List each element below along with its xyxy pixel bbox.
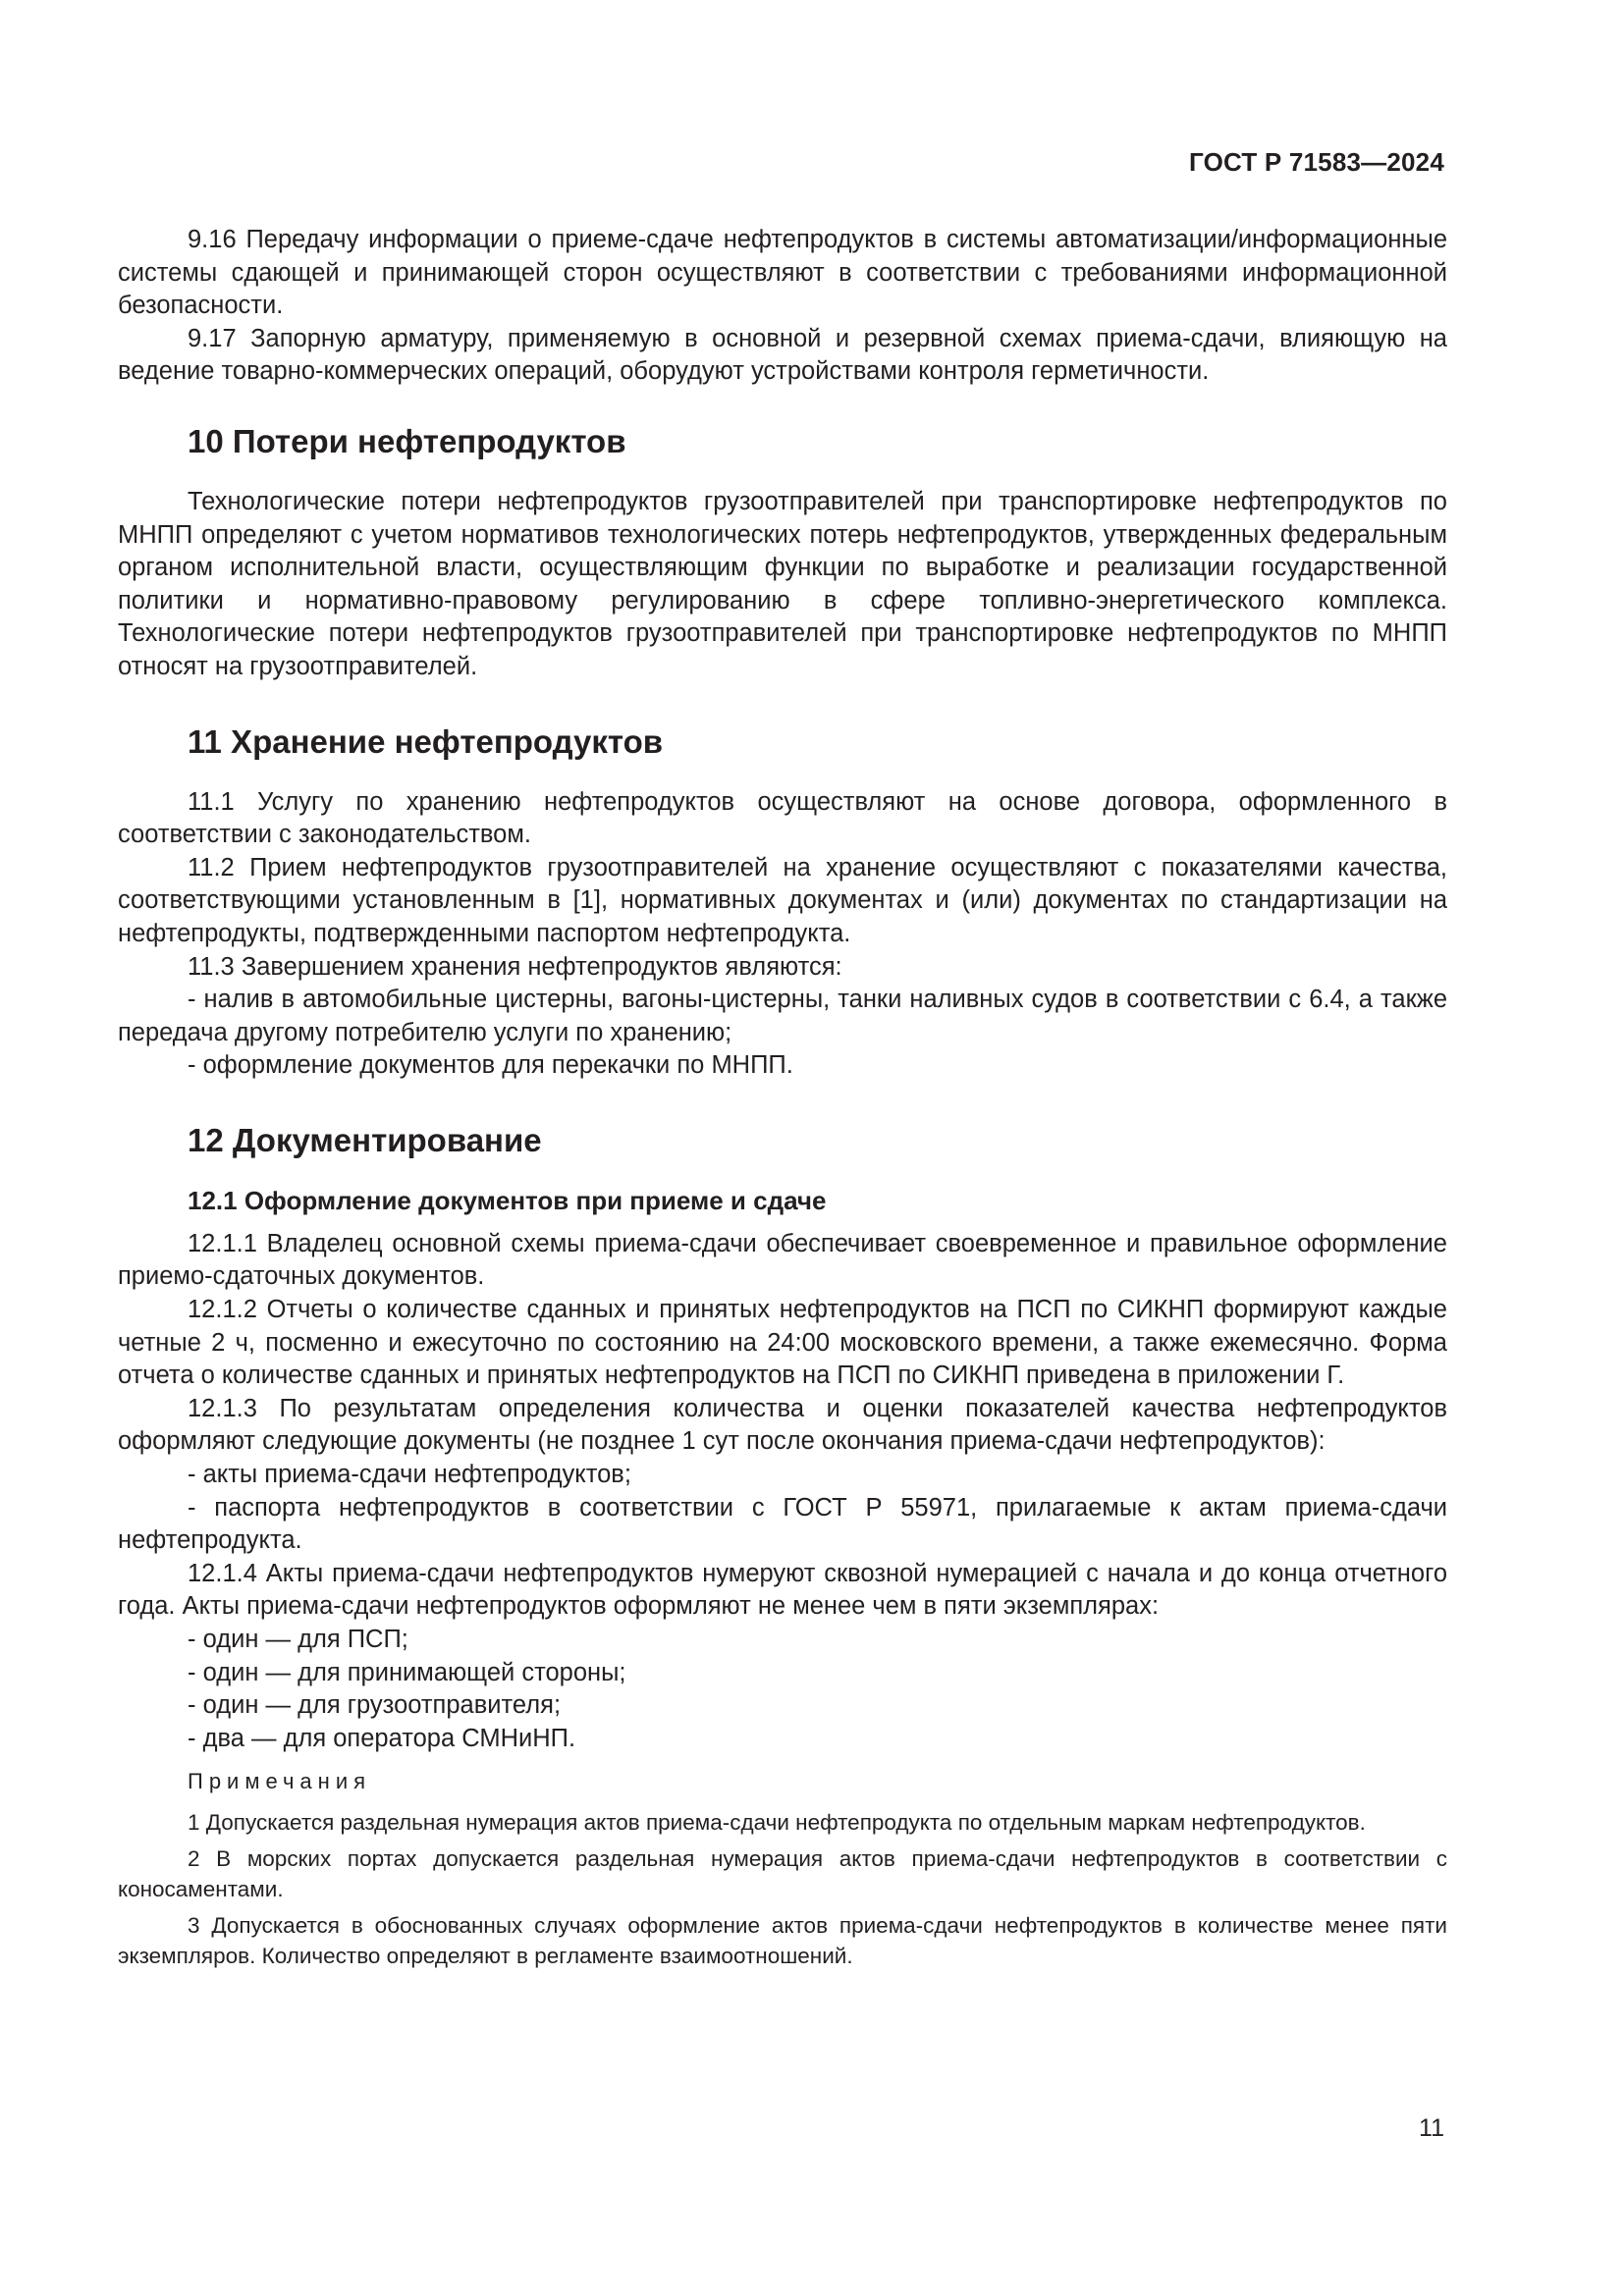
list-item: - один — для грузоотправителя; bbox=[188, 1691, 562, 1720]
section-10-paragraph: Технологические потери нефтепродуктов грузоотправителей при транспортировке нефтепродуктов по МНПП определяют с учетом нормативов технологических потерь нефтепродуктов, утвержденных федеральным органом исполнительной власти, осуществляющим функции по выработке и реализации государственной политики и нормативно-правовому регулированию в сфере топливно-энергетического комплекса. Технологические потери нефтепродуктов грузоотправителей при транспортировке нефтепродуктов по МНПП относят на грузоотправителей. bbox=[118, 487, 1447, 680]
document-header: ГОСТ Р 71583—2024 bbox=[1189, 147, 1444, 177]
paragraph-12-1-4: 12.1.4 Акты приема-сдачи нефтепродуктов нумеруют сквозной нумерацией с начала и до конца отчетного года. Акты приема-сдачи нефтепродуктов оформляют не менее чем в пяти экземплярах: bbox=[118, 1559, 1447, 1621]
paragraph-12-1-1: 12.1.1 Владелец основной схемы приема-сдачи обеспечивает своевременное и правильное оформление приемо-сдаточных документов. bbox=[118, 1229, 1447, 1291]
list-item: - налив в автомобильные цистерны, вагоны-цистерны, танки наливных судов в соответствии с 6.4, а также передача другому потребителю услуги по хранению; bbox=[118, 986, 1447, 1046]
list-item: - один — для ПСП; bbox=[188, 1626, 408, 1653]
list-item: - два — для оператора СМНиНП. bbox=[188, 1724, 576, 1752]
list-item: - паспорта нефтепродуктов в соответствии с ГОСТ Р 55971, прилагаемые к актам приема-сдачи нефтепродукта. bbox=[118, 1493, 1447, 1555]
notes-title: Примечания bbox=[188, 1769, 372, 1794]
paragraph-12-1-2: 12.1.2 Отчеты о количестве сданных и принятых нефтепродуктов на ПСП по СИКНП формируют каждые четные 2 ч, посменно и ежесуточно по состоянию на 24:00 московского времени, а также ежемесячно. Форма отчета о количестве сданных и принятых нефтепродуктов на ПСП по СИКНП приведена в приложении Г. bbox=[118, 1296, 1447, 1390]
paragraph-11-2: 11.2 Прием нефтепродуктов грузоотправителей на хранение осуществляют с показателями качества, соответствующими установленным в [1], нормативных документах и (или) документах по стандартизации на нефтепродукты, подтвержденными паспортом нефтепродукта. bbox=[118, 853, 1447, 947]
note-1: 1 Допускается раздельная нумерация актов приема-сдачи нефтепродукта по отдельным маркам нефтепродуктов. bbox=[188, 1810, 1366, 1836]
note-2: 2 В морских портах допускается раздельная нумерация актов приема-сдачи нефтепродуктов в соответствии с коносаментами. bbox=[118, 1846, 1447, 1902]
list-item: - акты приема-сдачи нефтепродуктов; bbox=[188, 1461, 631, 1489]
page-number: 11 bbox=[1419, 2114, 1444, 2142]
list-item: - один — для принимающей стороны; bbox=[188, 1658, 626, 1686]
paragraph-9-17: 9.17 Запорную арматуру, применяемую в основной и резервной схемах приема-сдачи, влияющую на ведение товарно-коммерческих операций, оборудуют устройствами контроля герметичности. bbox=[118, 324, 1447, 386]
section-10-title: 10 Потери нефтепродуктов bbox=[188, 422, 626, 459]
note-3: 3 Допускается в обоснованных случаях оформление актов приема-сдачи нефтепродуктов в количестве менее пяти экземпляров. Количество определяют в регламенте взаимоотношений. bbox=[118, 1913, 1447, 1969]
paragraph-9-16: 9.16 Передачу информации о приеме-сдаче нефтепродуктов в системы автоматизации/информационные системы сдающей и принимающей сторон осуществляют в соответствии с требованиями информационной безопасности. bbox=[118, 226, 1447, 320]
paragraph-12-1-3: 12.1.3 По результатам определения количества и оценки показателей качества нефтепродуктов оформляют следующие документы (не позднее 1 сут после окончания приема-сдачи нефтепродуктов): bbox=[118, 1394, 1447, 1456]
section-11-title: 11 Хранение нефтепродуктов bbox=[188, 722, 664, 760]
subsection-12-1-title: 12.1 Оформление документов при приеме и сдаче bbox=[188, 1185, 827, 1215]
paragraph-11-3: 11.3 Завершением хранения нефтепродуктов являются: bbox=[188, 952, 842, 981]
document-body bbox=[118, 224, 1447, 1977]
paragraph-11-1: 11.1 Услугу по хранению нефтепродуктов осуществляют на основе договора, оформленного в соответствии с законодательством. bbox=[118, 787, 1447, 849]
section-12-title: 12 Документирование bbox=[188, 1121, 542, 1158]
list-item: - оформление документов для перекачки по МНПП. bbox=[188, 1051, 793, 1080]
